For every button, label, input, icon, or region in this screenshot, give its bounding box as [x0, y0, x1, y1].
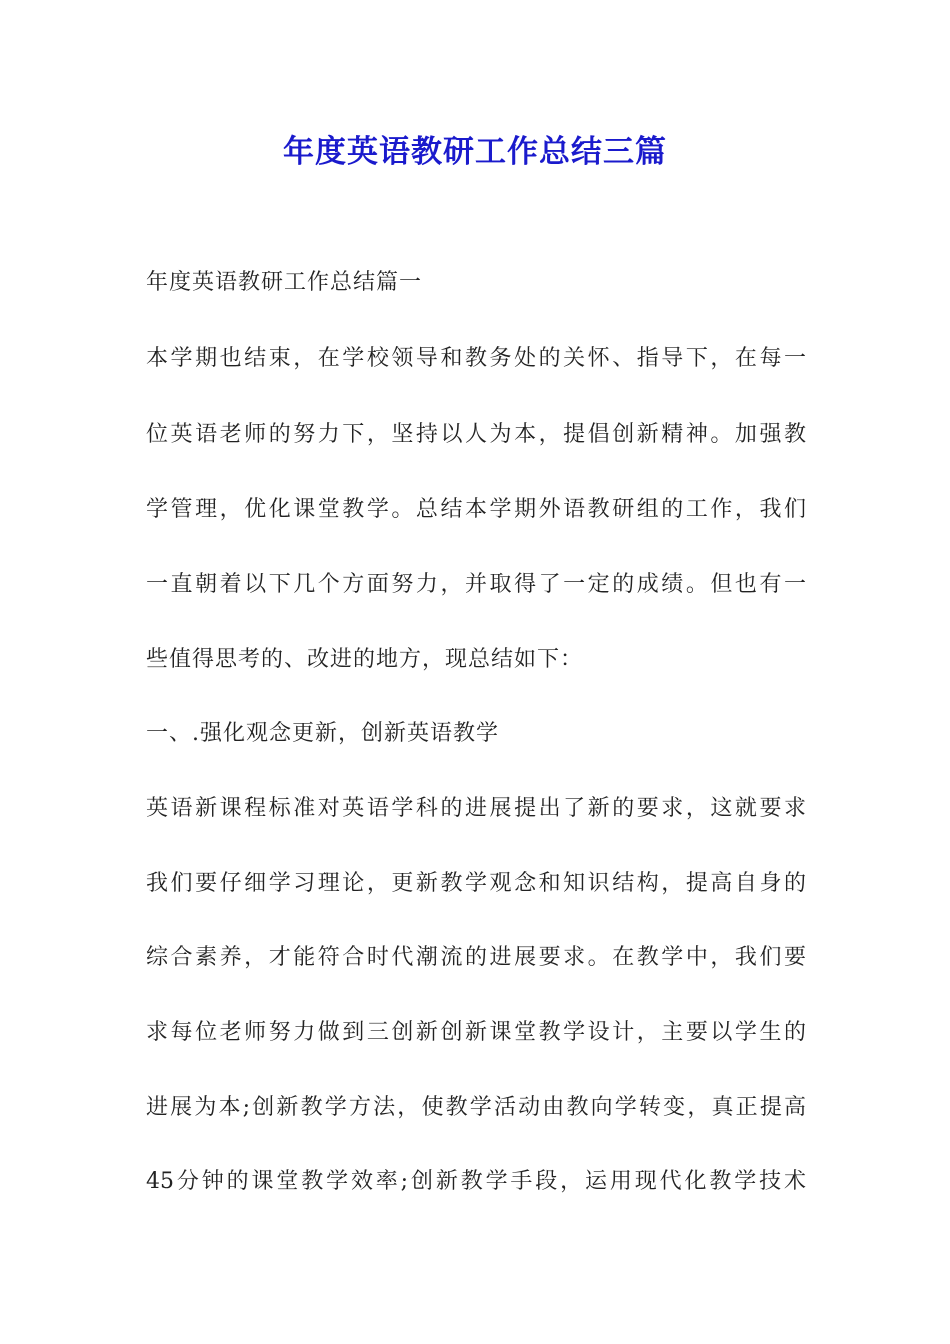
- subsection-heading: 一、.强化观念更新，创新英语教学: [146, 721, 499, 746]
- paragraph-line: 求每位老师努力做到三创新创新课堂教学设计，主要以学生的: [146, 1020, 806, 1045]
- paragraph-line: 英语新课程标准对英语学科的进展提出了新的要求，这就要求: [146, 796, 806, 821]
- paragraph-line: 本学期也结束，在学校领导和教务处的关怀、指导下，在每一: [146, 346, 806, 371]
- paragraph-line: 进展为本;创新教学方法，使教学活动由教向学转变，真正提高: [146, 1095, 806, 1120]
- paragraph-line: 位英语老师的努力下，坚持以人为本，提倡创新精神。加强教: [146, 422, 806, 447]
- paragraph-line: 学管理，优化课堂教学。总结本学期外语教研组的工作，我们: [146, 497, 806, 522]
- document-title: 年度英语教研工作总结三篇: [283, 134, 667, 170]
- paragraph-line: 我们要仔细学习理论，更新教学观念和知识结构，提高自身的: [146, 871, 806, 896]
- paragraph-line: 一直朝着以下几个方面努力，并取得了一定的成绩。但也有一: [146, 572, 806, 597]
- paragraph-line: 45分钟的课堂教学效率;创新教学手段，运用现代化教学技术: [146, 1169, 806, 1194]
- paragraph-line: 些值得思考的、改进的地方，现总结如下：: [146, 647, 584, 672]
- paragraph-line: 综合素养，才能符合时代潮流的进展要求。在教学中，我们要: [146, 945, 806, 970]
- section-heading: 年度英语教研工作总结篇一: [146, 270, 423, 295]
